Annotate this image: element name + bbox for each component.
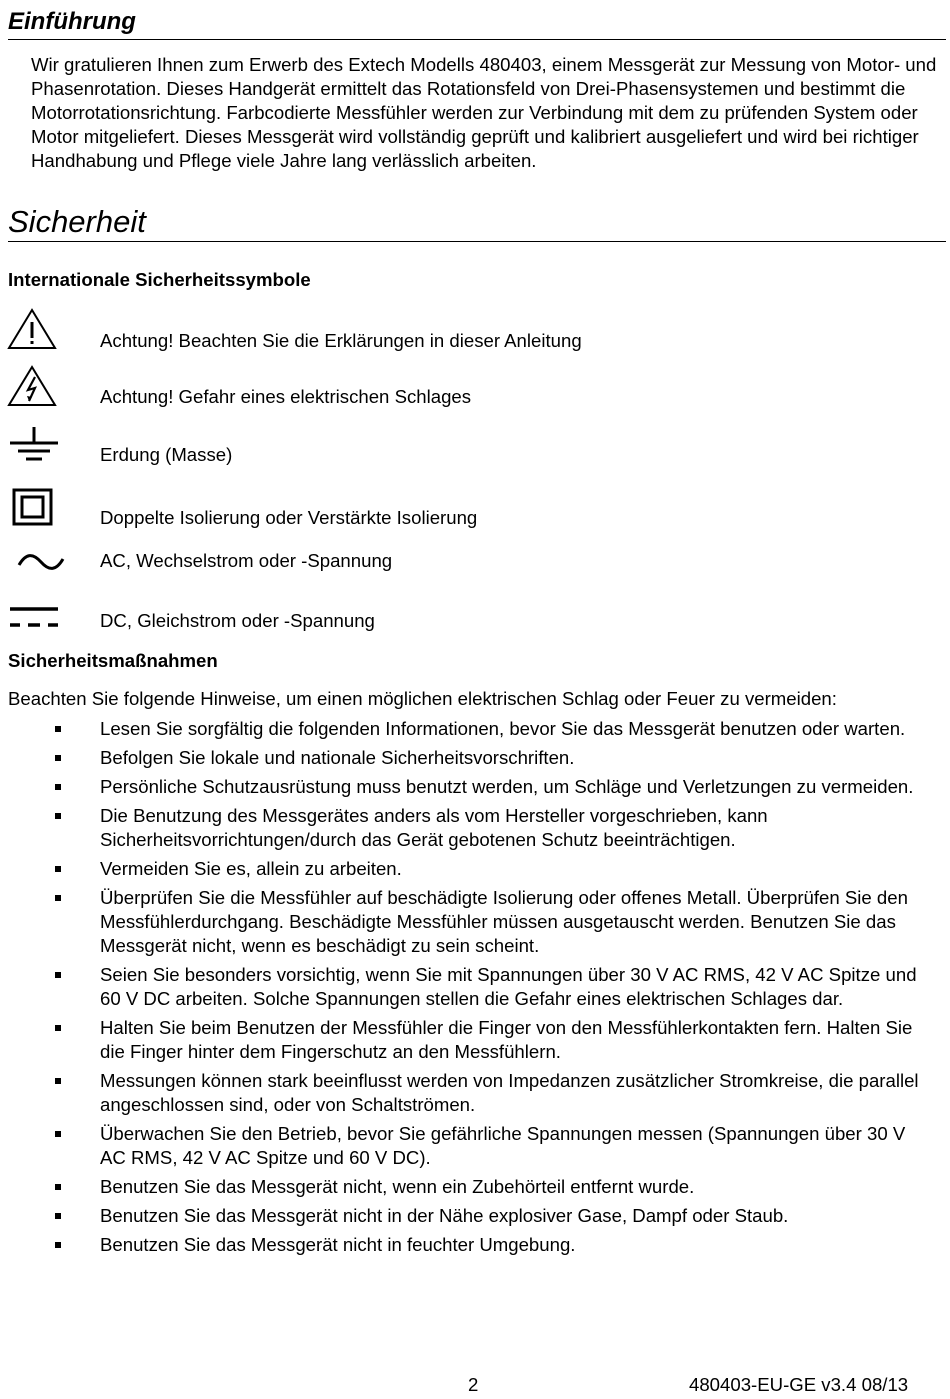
- list-item-text: Benutzen Sie das Messgerät nicht, wenn ein Zubehörteil entfernt wurde.: [100, 1176, 695, 1197]
- list-item-text: Die Benutzung des Messgerätes anders als vom Hersteller vorgeschrieben, kann Sicherheitsvorrichtungen/durch das Gerät gebotenen Schutz beeinträchtigen.: [100, 805, 768, 850]
- heading-rule: [8, 39, 946, 40]
- safety-measures-list: [0, 717, 950, 1262]
- bullet-square-icon: [55, 726, 61, 732]
- symbol-row: [0, 305, 950, 361]
- bullet-square-icon: [55, 755, 61, 761]
- bullet-square-icon: [55, 866, 61, 872]
- symbol-label: DC, Gleichstrom oder -Spannung: [100, 610, 375, 631]
- symbols-subheading: Internationale Sicherheitssymbole: [8, 269, 311, 290]
- list-item-text: Benutzen Sie das Messgerät nicht in feuchter Umgebung.: [100, 1234, 576, 1255]
- bullet-square-icon: [55, 1184, 61, 1190]
- list-item-text: Benutzen Sie das Messgerät nicht in der Nähe explosiver Gase, Dampf oder Staub.: [100, 1205, 789, 1226]
- ground-icon: [6, 426, 62, 471]
- list-item: [0, 746, 950, 770]
- symbol-label: AC, Wechselstrom oder -Spannung: [100, 550, 393, 571]
- list-item: [0, 857, 950, 881]
- ac-sine-icon: [16, 551, 72, 578]
- symbol-row: [0, 598, 950, 654]
- list-item-text: Überwachen Sie den Betrieb, bevor Sie gefährliche Spannungen messen (Spannungen über 30 V AC RMS, 42 V AC Spitze und 60 V DC).: [100, 1123, 906, 1168]
- list-item-text: Lesen Sie sorgfältig die folgenden Informationen, bevor Sie das Messgerät benutzen oder warten.: [100, 718, 906, 739]
- double-insulation-icon: [12, 488, 68, 531]
- list-item-text: Seien Sie besonders vorsichtig, wenn Sie mit Spannungen über 30 V AC RMS, 42 V AC Spitze und 60 V DC arbeiten. Solche Spannungen stellen die Gefahr eines elektrischen Schlages dar.: [100, 964, 917, 1009]
- list-item: [0, 1122, 950, 1170]
- measures-intro: Beachten Sie folgende Hinweise, um einen möglichen elektrischen Schlag oder Feuer zu vermeiden:: [8, 688, 837, 709]
- page-number: 2: [468, 1374, 479, 1395]
- list-item: [0, 1069, 950, 1117]
- list-item: [0, 1175, 950, 1199]
- symbol-label: Doppelte Isolierung oder Verstärkte Isolierung: [100, 507, 478, 528]
- list-item: [0, 1016, 950, 1064]
- symbol-row: [0, 362, 950, 418]
- section-heading-einfuehrung: Einführung: [8, 8, 136, 35]
- bullet-square-icon: [55, 895, 61, 901]
- section-heading-sicherheit: Sicherheit: [8, 204, 146, 239]
- list-item-text: Befolgen Sie lokale und nationale Sicherheitsvorschriften.: [100, 747, 575, 768]
- electric-shock-triangle-icon: [6, 364, 62, 413]
- list-item-text: Halten Sie beim Benutzen der Messfühler die Finger von den Messfühlerkontakten fern. Halten Sie die Finger hinter dem Fingerschutz an den Messfühlern.: [100, 1017, 913, 1062]
- bullet-square-icon: [55, 972, 61, 978]
- list-item: [0, 886, 950, 958]
- symbol-label: Achtung! Beachten Sie die Erklärungen in dieser Anleitung: [100, 330, 582, 351]
- symbol-row: [0, 420, 950, 476]
- intro-paragraph: Wir gratulieren Ihnen zum Erwerb des Extech Modells 480403, einem Messgerät zur Messung von Motor- und Phasenrotation. Dieses Handgerät ermittelt das Rotationsfeld von Drei-Phasensystemen und bestimmt die Motorrotationsrichtung. Farbcodierte Messfühler werden zur Verbindung mit dem zu prüfenden System oder Motor mitgeliefert. Dieses Messgerät wird vollständig geprüft und kalibriert ausgeliefert und wird bei richtiger Handhabung und Pflege viele Jahre lang verlässlich arbeiten.: [31, 54, 937, 171]
- list-item: [0, 963, 950, 1011]
- bullet-square-icon: [55, 1025, 61, 1031]
- list-item: [0, 1204, 950, 1228]
- bullet-square-icon: [55, 1242, 61, 1248]
- list-item: [0, 804, 950, 852]
- bullet-square-icon: [55, 1213, 61, 1219]
- list-item-text: Vermeiden Sie es, allein zu arbeiten.: [100, 858, 402, 879]
- document-id: 480403-EU-GE v3.4 08/13: [689, 1374, 909, 1395]
- symbol-label: Achtung! Gefahr eines elektrischen Schlages: [100, 386, 472, 407]
- list-item: [0, 717, 950, 741]
- bullet-square-icon: [55, 1131, 61, 1137]
- list-item: [0, 1233, 950, 1257]
- dc-icon: [8, 604, 64, 635]
- symbol-row: [0, 541, 950, 597]
- list-item-text: Überprüfen Sie die Messfühler auf beschädigte Isolierung oder offenes Metall. Überprüfen Sie den Messfühlerdurchgang. Beschädigte Messfühler müssen ausgetauscht werden. Benutzen Sie das Messgerät nicht, wenn es beschädigt zu sein scheint.: [100, 887, 908, 956]
- caution-triangle-icon: [6, 307, 62, 356]
- list-item: [0, 775, 950, 799]
- list-item-text: Messungen können stark beeinflusst werden von Impedanzen zusätzlicher Stromkreise, die parallel angeschlossen sind, oder von Schaltströmen.: [100, 1070, 919, 1115]
- bullet-square-icon: [55, 784, 61, 790]
- bullet-square-icon: [55, 1078, 61, 1084]
- bullet-square-icon: [55, 813, 61, 819]
- symbol-label: Erdung (Masse): [100, 444, 233, 465]
- list-item-text: Persönliche Schutzausrüstung muss benutzt werden, um Schläge und Verletzungen zu vermeiden.: [100, 776, 914, 797]
- measures-subheading: Sicherheitsmaßnahmen: [8, 650, 218, 671]
- symbol-row: [0, 484, 950, 540]
- heading-rule: [8, 241, 946, 242]
